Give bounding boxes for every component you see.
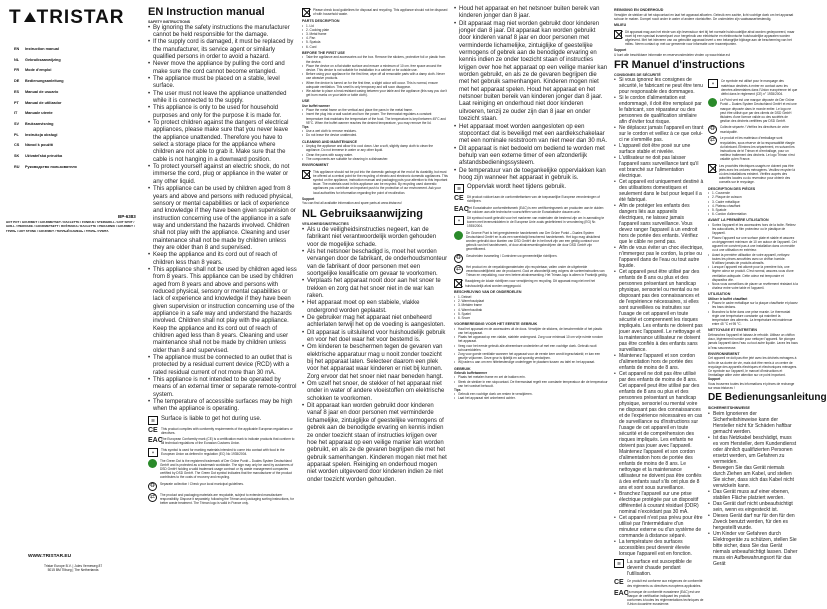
safety-item-nl: • Dit apparaat is uitsluitend voor huishoudelijk gebruik en voor het doel waar het voor bestemd is. <box>302 330 448 345</box>
language-index-item <box>14 87 142 98</box>
tip-item-nl: • Laat het apparaat niet onbeheerd achter. <box>454 396 608 400</box>
separate-collection-text-nl: Gescheiden inzameling / Controleer uw gemeentelijke richtlijnen. <box>466 253 558 258</box>
safety-item-en: • To protect children against the dangers of electrical appliances, please make sure that you never leave the appliance unattended. Therefore you have to select a storage place for the appliance where children are not able to grab it. Make sure that the cable is not hanging in a downward position. <box>148 120 298 164</box>
clean-list-en <box>302 144 448 161</box>
clean-item-en: • Clean the pans with soapy water. <box>302 153 448 157</box>
iso-code-fr: FR <box>614 58 629 71</box>
safety-item-en: • By ignoring the safety instructions the manufacturer cannot be held responsible for the damage. <box>148 25 298 40</box>
before-item-en: • Take the appliance and accessories out the box. Remove the stickers, protective foil or plastic from the device. <box>302 55 448 63</box>
separate-collection-note-en <box>148 482 298 491</box>
safety-item-nl: • De gebruiker mag het apparaat niet onbeheerd achterlaten terwijl het op de voeding is aangesloten. <box>302 315 448 330</box>
fr-right <box>708 77 827 608</box>
safety-item-en: • Keep the appliance and its cord out of reach of children less than 8 years. <box>148 252 298 267</box>
safety-item-de: • Ist das Netzkabel beschädigt, muss es vom Hersteller, dem Kundendienst oder ähnlich qualifizierten Personen ersetzt werden, um Gefahren zu vermeiden. <box>708 435 798 465</box>
clean-heading-nl: REINIGING EN ONDERHOUD <box>614 8 664 12</box>
eac-text-en: The European Conformity mark (CE) is a certification mark to indicate products that conform to all technical regulations of the Eurasian Customs Union. <box>161 437 295 446</box>
model-number: BP-6383 <box>118 214 136 219</box>
language-label: Manual de usuario <box>25 89 59 94</box>
green-dot-note-fr <box>708 98 798 123</box>
ce-text-nl: Dit product voldoet aan de conformiteitseisen van de toepasselijke Europese verordeningen of richtlijnen. <box>467 195 600 204</box>
crossed-bin-icon <box>302 8 310 17</box>
safety-item-nl: • Het apparaat moet worden aangesloten op een stopcontact dat is beveiligd met een aardlekschakelaar met een nominale reststroom van niet meer dan 30 mA. <box>454 124 608 146</box>
safety-item-nl: • Dit apparaat is niet bedoeld om bediend te worden met behulp van een externe timer of een afzonderlijk afstandsbedieningssysteem. <box>454 146 608 168</box>
section-title-nl <box>302 208 448 220</box>
separate-collection-text-en: Separate collection / Check your local municipal guidelines. <box>160 481 244 486</box>
language-code: ES <box>14 89 20 94</box>
safety-item-fr: • L'utilisateur ne doit pas laisser l'appareil sans surveillance tant qu'il est branché sur l'alimentation électrique. <box>614 155 704 179</box>
safety-item-nl: • De temperatuur van de toegankelijke oppervlakken kan hoog zijn wanneer het apparaat in gebruik is. <box>454 168 608 183</box>
language-index <box>14 44 142 172</box>
safety-item-fr: • L'appareil doit être posé sur une surface stable et nivelée. <box>614 143 704 155</box>
safety-item-en: • The appliance must be placed on a stable, level surface. <box>148 76 298 91</box>
safety-item-fr: • Cet appareil est uniquement destiné à des utilisations domestiques et seulement dans le but pour lequel il a été fabriqué. <box>614 179 704 203</box>
before-list-nl <box>454 327 608 365</box>
clean-text-fr: Débranchez l'appareil et laissez-le refroidir. Utilisez un chiffon doux, légèrement humide pour nettoyer l'appareil. Ne plongez jamais l'appareil dans l'eau ou tout autre liquide. Lavez les bacs à l'eau savonneuse. <box>708 332 798 350</box>
language-index-item <box>14 151 142 162</box>
tips-heading-nl: Tips <box>454 387 461 392</box>
hot-surface-note-en <box>148 416 298 425</box>
ce-mark-icon: CE <box>148 426 158 434</box>
green-dot-text-fr: Le Point vert est une marque déposée de Der Grüne Punkt – Duales System Deutschland GmbH et est une marque déposée dans le monde entier. Le logo ne peut être utilisé que par des clients de DSD GmbH titulaires d'une licence valide ou des sociétés de gestion des déchets certifiées par DSD GmbH. <box>720 98 797 124</box>
section-title-de <box>708 391 827 404</box>
parts-heading-fr: DESCRIPTION DES PIÈCES <box>708 186 756 191</box>
safety-item-en: • The temperature of accessible surfaces may be high when the appliance is operating. <box>148 399 298 414</box>
safety-item-nl: • Houd het apparaat en het netsnoer buiten bereik van kinderen jonger dan 8 jaar. <box>454 6 608 21</box>
tips-heading-en: Tips <box>302 125 309 130</box>
use-sub-en: Use buffet warmer <box>302 104 330 109</box>
disposal-note-nl <box>454 279 608 288</box>
support-text-nl: U kunt alle beschikbare informatie en reserveonderdelen vinden op www.tristar.eu! <box>614 52 731 57</box>
before-item-en: • Before using your appliance for the first time, wipe off all removable parts with a damp cloth. Never use abrasive products. <box>302 72 448 80</box>
triman-text-fr: Le produit et les matériaux d'emballage sont recyclables, sous réserve de la responsabilité élargie du fabricant. Éliminez-les séparément, en suivant les instructions de tri Triman et d'emballage, pour un meilleur traitement des déchets. Le logo Triman n'est valable qu'en France. <box>720 136 795 162</box>
language-code: DE <box>14 79 20 84</box>
ce-mark-icon: CE <box>614 579 624 587</box>
environment-text-nl: Dit apparaat mag aan het einde van zijn levensduur niet bij het normale huishoudelijke afval worden gedeponeerd, maar moet bij een speciaal inzamelpunt voor hergebruik van elektrische en elektronische huishoudelijke apparaten worden afgeleverd. Met het inleveren van uw gebruikte apparaat levert u een belangrijke bijdrage aan de bescherming van het milieu. Neem contact op met uw gemeente voor informatie over inzamelpunten. <box>625 29 795 47</box>
language-code: NL <box>14 57 20 62</box>
before-item-fr: • Placez l'appareil sur une surface plate et stable et assurez un dégagement minimum de 10 cm autour de l'appareil. Cet appareil ne convient pas à une installation dans un meuble ou à une utilisation en extérieur. <box>708 236 798 253</box>
use-item-nl: • Steek de stekker in een stopcontact. De thermostaat regelt een constante temperatuur die de temperatuur van het voedsel behoudt. <box>454 380 608 388</box>
separate-collection-text-fr: Collecte séparée / Vérifiez les directives de votre municipalité. <box>720 125 789 134</box>
language-code: FR <box>14 68 20 73</box>
disposal-note-fr <box>708 164 798 185</box>
safety-item-de: • Um Kinder vor Gefahren durch Elektrogeräte zu schützen, stellen Sie bitte sicher, dass Sie das Gerät niemals unbeaufsichtigt lassen. Daher muss ein Aufbewahrungsort für das Gerät <box>708 531 798 567</box>
company-address <box>44 564 102 572</box>
crossed-bin-icon <box>454 279 462 288</box>
language-index-item <box>14 76 142 87</box>
before-item-fr: • Nous vous conseillons de placer un revêtement résistant à la chaleur entre votre table et l'appareil. <box>708 282 798 290</box>
safety-item-nl: • Als het netsnoer beschadigd is, moet het worden vervangen door de fabrikant, de onderhoudsmonteur van de fabrikant of door personen met een soortgelijke kwalificatie om gevaar te voorkomen. <box>302 249 448 278</box>
hot-surface-note-nl <box>454 184 608 193</box>
safety-item-en: • This appliance is only to be used for household purposes and only for the purpose it is made for. <box>148 105 298 120</box>
language-label: Návod k použití <box>25 143 54 148</box>
part-item-en: • 5. Spatula <box>302 40 448 44</box>
language-index-item <box>14 108 142 119</box>
safety-heading-en: SAFETY INSTRUCTIONS <box>148 20 191 24</box>
language-label: Руководство пользователя <box>25 164 77 169</box>
triman-note-en <box>148 493 298 506</box>
before-heading-en: BEFORE THE FIRST USE <box>302 50 345 55</box>
green-dot-text-en: The Green Dot is the registered trademark of Der Grüne Punkt – Duales System Deutschland GmbH and is protected as a trademark worldwide. The sign may only be used by customers of DSD GmbH holding a valid trademark usage contract or by waste management companies certified by DSD GmbH. The Green Dot symbol indicates that the manufacturer of the product contributes to the costs of recovery and recycling. <box>160 458 294 480</box>
ce-note-fr <box>614 579 704 587</box>
ce-note-en <box>148 427 298 435</box>
safety-item-de: • Das Gerät muss auf einer ebenen, stabilen Fläche platziert werden. <box>708 489 798 501</box>
language-code: PL <box>14 132 19 137</box>
iso-code-en: EN <box>148 6 164 18</box>
fr-two-col <box>614 77 827 608</box>
part-item-fr: • 6. Cordon d'alimentation <box>708 212 798 216</box>
safety-item-en: • Never move the appliance by pulling the cord and make sure the cord cannot become entangled. <box>148 61 298 76</box>
safety-item-fr: • Branchez l'appareil sur une prise électrique protégée par un dispositif différentiel à courant résiduel (DDR) nominal n'excédant pas 30 mA. <box>614 491 704 515</box>
safety-item-fr: • Si vous ignorez les consignes de sécurité, le fabricant ne peut être tenu pour responsable des dommages. <box>614 77 704 95</box>
language-label: Manuale utente <box>25 111 53 116</box>
before-item-nl: • Plaats het apparaat op een vlakke, stabiele ondergrond. Zorg voor minimaal 10 cm vrije ruimte rondom het apparaat. <box>454 335 608 343</box>
before-list-fr <box>708 223 798 290</box>
language-index-item <box>14 140 142 151</box>
hot-surface-text-fr: La surface est susceptible de devenir chaude pendant l'utilisation. <box>627 559 692 578</box>
green-dot-note-nl <box>454 231 608 252</box>
green-dot-icon <box>148 459 157 468</box>
separate-collection-note-fr <box>708 125 798 134</box>
safety-item-fr: • Afin de protéger les enfants des dangers liés aux appareils électriques, ne laissez jamais l'appareil sans surveillance. Vous devez ranger l'appareil à un endroit hors de portée des enfants. Vérifiez que le câble ne pend pas. <box>614 203 704 245</box>
before-item-en: • When the device is turned on for the first time, a slight odour will occur. This is normal, ensure adequate ventilation. This smell is only temporary and will soon disappear. <box>302 81 448 89</box>
safety-item-fr: • Cet appareil ne doit pas être utilisé par des enfants de moins de 8 ans. Cet appareil peut être utilisé par des enfants de 8 ans ou plus et des personnes présentant un handicap physique, sensoriel ou mental voire ne disposant pas des connaissances et de l'expérience nécessaires en cas de surveillance ou d'instructions sur l'usage de cet appareil en toute sécurité et de compréhension des risques impliqués. Les enfants ne doivent pas jouer avec l'appareil. Maintenez l'appareil et son cordon d'alimentation hors de portée des enfants de moins de 8 ans. Le nettoyage et la maintenance utilisateur ne doivent pas être confiés à des enfants sauf s'ils ont plus de 8 ans et sont sous surveillance. <box>614 371 704 491</box>
safety-item-de: • Das Gerät darf nicht unbeaufsichtigt sein, wenn es eingesteckt ist. <box>708 501 798 513</box>
brand-logo <box>9 7 125 29</box>
food-contact-note-nl <box>454 216 608 229</box>
column-nl <box>454 6 608 571</box>
env-heading-nl: MILIEU <box>614 23 627 27</box>
language-code: EN <box>14 47 20 51</box>
before-item-nl: • Veeg voor het eerste gebruik alle afneembare onderdelen af met een vochtige doek. Gebruik nooit schuurmiddelen. <box>454 344 608 352</box>
eac-mark-icon: EAC <box>614 589 629 597</box>
title-nl: Gebruiksaanwijzing <box>319 208 423 221</box>
safety-heading-fr: CONSIGNES DE SÉCURITÉ <box>614 72 661 77</box>
environment-note-nl <box>614 30 798 47</box>
tip-item-en: • Do not leave the device unattended. <box>302 133 448 137</box>
use-item-en: • Insert the plug into a wall socket and turn the power. The thermostat regulates a constant temperature that maintains the temperature of the food. The temperature is kept between 45°C and 95°C. When the buffet warmer reaches the desired temperature, you may remove the lid. <box>302 112 448 125</box>
section-title-fr <box>614 59 798 71</box>
use-heading-en: USE <box>302 99 310 104</box>
part-item-fr: • 5. Spatule <box>708 208 798 212</box>
tips-list-en <box>302 129 448 137</box>
clean-heading-fr: NETTOYAGE ET ENTRETIEN <box>708 328 757 333</box>
eac-text-fr: La marque de conformité eurasienne (EAC) est une marque de certification indiquant les produits conformes à toutes les réglementations techniques de l'Union douanière eurasienne. <box>627 589 704 607</box>
support-heading-nl: Support <box>614 48 627 53</box>
clean-item-en: • Unplug the appliance and allow it to cool down. Use a soft, slightly damp cloth to clean the appliance. Do not immerse in water or any other liquid. <box>302 144 448 152</box>
triman-icon: ⇄ <box>149 493 156 500</box>
ce-note-nl <box>454 195 608 203</box>
eac-note-nl <box>454 206 608 214</box>
language-code: SK <box>14 154 20 159</box>
part-item-nl: • 3. Metalen frame <box>454 303 608 307</box>
food-contact-note-en <box>148 448 298 457</box>
language-code: CS <box>14 143 20 148</box>
eac-note-en <box>148 437 298 445</box>
before-heading-fr: AVANT LA PREMIÈRE UTILISATION <box>708 218 769 223</box>
environment-text-en: This appliance should not be put into the domestic garbage at the end of its durability, but must be offered at a central point for the recycling of electric and electronic domestic appliances. This symbol on the appliance, instruction manual and packaging puts your attention to this important issue. The materials used in this appliance can be recycled. By recycling used domestic appliances you contribute an important push to the protection of our environment. Ask your local authorities for information regarding the point of recollection. <box>313 169 448 195</box>
clean-item-en: • The components are suitable for cleaning in a dishwasher. <box>302 157 448 161</box>
parts-list-fr <box>708 191 798 216</box>
safety-item-en: • This appliance is not intended to be operated by means of an external timer or separate remote-control system. <box>148 377 298 399</box>
language-index-item <box>14 162 142 173</box>
use-item-fr: • Placez le cadre métallique sur la plaque chauffante et placez les bacs dedans. <box>708 301 798 309</box>
use-list-nl <box>454 375 608 388</box>
language-code: IT <box>14 111 18 116</box>
title-fr: Manuel d'instructions <box>631 58 745 71</box>
safety-item-de: • Bewegen Sie das Gerät niemals durch Ziehen am Kabel, und stellen Sie sicher, dass sich das Kabel nicht verwickeln kann. <box>708 465 798 489</box>
part-item-nl: • 1. Deksel <box>454 295 608 299</box>
safety-item-nl: • Dit apparaat mag niet worden gebruikt door kinderen jonger dan 8 jaar. Dit apparaat kan worden gebruikt door kinderen vanaf 8 jaar en door personen met verminderde lichamelijke, zintuiglijke of geestelijke vermogens of gebrek aan de benodigde ervaring en kennis indien ze onder toezicht staan of instructies krijgen over hoe het apparaat op een veilige manier kan worden gebruikt, en als ze de gevaren begrijpen die met het gebruik samenhangen. Kinderen mogen niet met het apparaat spelen. Houd het apparaat en het netsnoer buiten bereik van kinderen jonger dan 8 jaar. Laat reiniging en onderhoud niet door kinderen uitvoeren, tenzij ze ouder zijn dan 8 jaar en onder toezicht staan. <box>454 21 608 124</box>
language-code: PT <box>14 100 19 105</box>
support-text-en: You can find all available information and spare parts at www.tristar.eu! <box>302 201 402 206</box>
safety-item-nl: • Om kinderen te beschermen tegen de gevaren van elektrische apparatuur mag u nooit zonder toezicht bij het apparaat laten. Selecteer daarom een plek voor het apparaat waar kinderen er niet bij kunnen. Zorg ervoor dat het snoer niet naar beneden hangt. <box>302 344 448 381</box>
food-contact-note-fr <box>708 79 798 96</box>
food-contact-icon: ⑂ <box>454 216 464 225</box>
address-line-1: Tristar Europe B.V. | Jules Verneweg 87 <box>44 564 103 568</box>
part-item-fr: • 3. Cadre métallique <box>708 200 798 204</box>
food-contact-text-en: This symbol is used for marking materials intended to come into contact with food in the European Union as defined in regulation (EC) No 1935/2004. <box>161 447 285 456</box>
language-label: Užívateľská príručka <box>25 154 63 159</box>
triman-note-fr <box>708 136 798 161</box>
safety-item-nl: • Verplaats het apparaat nooit door aan het snoer te trekken en zorg dat het snoer niet in de war kan raken. <box>302 278 448 300</box>
use-list-fr <box>708 301 798 326</box>
safety-item-de: • Dieses Gerät darf nur für den für den Zweck benutzt werden, für den es hergestellt wurde. <box>708 513 798 531</box>
crossed-bin-icon <box>302 170 310 179</box>
tips-list-nl <box>454 392 608 400</box>
website-link[interactable]: WWW.TRISTAR.EU <box>28 554 72 559</box>
eac-mark-icon: EAC <box>454 205 469 213</box>
safety-list-fr <box>614 77 704 557</box>
iso-code-nl: NL <box>302 208 317 221</box>
parts-heading-nl: BESCHRIJVING VAN DE ONDERDELEN <box>454 290 522 295</box>
logo-triangle-icon <box>24 12 36 22</box>
part-item-en: • 4. Pan <box>302 36 448 40</box>
before-item-en: • Place the device on a flat stable surface and ensure a minimum of 10 cm. free space around the device. This device is not suitable for installation in a cabinet or for outside use. <box>302 64 448 72</box>
language-code: RU <box>14 164 20 169</box>
language-index-item <box>14 65 142 76</box>
env-text-fr: Cet appareil ne doit pas être jeté avec les déchets ménagers à la fin de sa durée de vie, mais doit être remis à un centre de recyclage des appareils électriques et électroniques ménagers. Ce symbole sur l'appareil, le manuel d'instructions et l'emballage attire votre attention sur ce point important. <box>708 356 798 378</box>
fr-left <box>614 77 704 608</box>
safety-item-fr: • Cet appareil peut être utilisé par des enfants de 8 ans ou plus et des personnes présentant un handicap physique, sensoriel ou mental ou ne disposant pas des connaissances et de l'expérience nécessaires, si elles sont surveillées ou instruites sur l'usage de cet appareil en toute sécurité et comprennent les risques impliqués. Les enfants ne doivent pas jouer avec l'appareil. Le nettoyage et la maintenance utilisateur ne doivent pas être confiés à des enfants sans surveillance. <box>614 269 704 353</box>
before-item-fr: • Lorsque l'appareil est allumé pour la première fois, une légère odeur se produit. C'est normal, assurez-vous d'une ventilation adéquate. Cette odeur est temporaire et disparaîtra vite. <box>708 265 798 282</box>
hot-surface-text-en: Surface is liable to get hot during use. <box>161 415 262 422</box>
safety-item-nl: • Als u de veiligheidsinstructies negeert, kan de fabrikant niet verantwoordelijk worden gehouden voor de mogelijke schade. <box>302 227 448 249</box>
support-heading-en: Support <box>302 196 315 201</box>
column-nl-fr-de <box>614 6 827 607</box>
food-contact-icon: ⑂ <box>708 79 718 88</box>
green-dot-note-en <box>148 459 298 480</box>
parts-list-nl <box>454 295 608 320</box>
recycle-icon: ♻ <box>709 126 716 133</box>
use-item-nl: • Plaats het metalen frame en zet de bakken erin. <box>454 375 608 379</box>
part-item-fr: • 2. Plaque de cuisson <box>708 195 798 199</box>
safety-item-fr: • Maintenez l'appareil et son cordon d'alimentation hors de portée des enfants de moins de 8 ans. <box>614 353 704 371</box>
safety-item-fr: • Afin de vous éviter un choc électrique, n'immergez pas le cordon, la prise ou l'appareil dans de l'eau ou tout autre liquide. <box>614 245 704 269</box>
language-label: Instrukcja obsługi <box>25 132 58 137</box>
recycle-icon: ♻ <box>149 482 156 489</box>
triman-icon: ⇄ <box>455 265 462 272</box>
before-item-en: • We advise to place a heat-resistant casing between your table and the appliance (this way you don't get burn marks on your table or table cloth). <box>302 89 448 97</box>
clean-text-nl: Verwijder de stekker uit het stopcontact en laat het apparaat afkoelen. Gebruik een zachte, licht vochtige doek om het apparaat schoon te maken. Dompel nooit onder in water of andere vloeistoffen. De onderdelen zijn vaatwasserbestendig. <box>614 12 794 21</box>
before-item-nl: • Zorg voor goede ventilatie wanneer het apparaat voor de eerste keer wordt ingeschakeld; er kan een geurtje vrijkomen. Deze geur is tijdelijk en zal spoedig verdwijnen. <box>454 352 608 360</box>
parts-heading-en: PARTS DESCRIPTION <box>302 19 340 23</box>
before-item-nl: • Wij raden u aan om een hittebestendige onderlegger te plaatsen tussen uw tafel en het apparaat. <box>454 360 608 364</box>
before-list-en <box>302 55 448 97</box>
tip-item-nl: • Gebruik een vochtige doek om resten te verwijderen. <box>454 392 608 396</box>
title-en: Instruction manual <box>166 6 265 18</box>
food-contact-text-nl: Dit symbool wordt gebruikt voor het markeren van materialen die bestemd zijn om in aanraking te komen met levensmiddelen in de Europese Unie zoals gedefinieerd in verordening (EG) Nr. 1935/2004. <box>467 216 605 229</box>
env-heading-fr: ENVIRONNEMENT <box>708 351 740 356</box>
ce-text-fr: Ce produit est conforme aux exigences de conformité des règlements ou directives européens applicables. <box>627 579 703 588</box>
hot-surface-text-nl: Oppervlak wordt heet tijdens gebruik. <box>467 184 567 191</box>
language-label: Mode d'emploi <box>25 68 52 73</box>
part-item-en: • 6. Cord <box>302 45 448 49</box>
language-index-item <box>14 44 142 55</box>
food-contact-icon: ⑂ <box>148 448 158 457</box>
disposal-text-en: Please check local guidelines for disposal and recycling. This appliance should not be disposed of with household waste. <box>313 8 448 17</box>
hot-surface-icon: ≋ <box>454 184 464 193</box>
parts-list-en <box>302 24 448 49</box>
safety-item-en: • This appliance shall not be used by children aged less from 8 years. This appliance can be used by children aged from 8 years and above and persons with reduced physical, sensory or mental capabilities or lack of experience and knowledge if they have been given supervision or instruction concerning use of the appliance in a safe way and understand the hazards involved. Children shall not play with the appliance. Keep the appliance and its cord out of reach of children aged less than 8 years. Cleaning and user maintenance shall not be made by children unless older than 8 and supervised. <box>148 267 298 355</box>
use-heading-nl: GEBRUIK <box>454 366 471 371</box>
use-heading-fr: UTILISATION <box>708 292 731 297</box>
language-label: Bedienungsanleitung <box>25 79 64 84</box>
support-text-fr: Vous trouverez toutes les informations et pièces de rechange sur www.tristar.eu ! <box>708 381 795 390</box>
logo-text: TRISTAR <box>36 7 125 28</box>
crossed-bin-icon <box>614 30 622 39</box>
recycle-icon: ♻ <box>455 254 462 261</box>
ce-mark-icon: CE <box>454 195 464 203</box>
safety-item-fr: • Ne déplacez jamais l'appareil en tirant sur le cordon et veillez à ce que celui-ci ne s'emmêle pas. <box>614 125 704 143</box>
section-title-en <box>148 6 298 18</box>
safety-item-en: • If the supply cord is damaged, it must be replaced by the manufacturer, its service agent or similarly qualified persons in order to avoid a hazard. <box>148 39 298 61</box>
before-item-nl: • Haal het apparaat en de accessoires uit de doos. Verwijder de stickers, de beschermfolie of het plastic van het apparaat. <box>454 327 608 335</box>
safety-item-fr: • Si le cordon d'alimentation est endommagé, il doit être remplacé par le fabricant, son réparateur ou des personnes de qualification similaire afin d'éviter tout risque. <box>614 95 704 125</box>
language-label: Manual de utilizador <box>25 100 62 105</box>
safety-item-fr: • La température des surfaces accessibles peut devenir élevée lorsque l'appareil est en fonction. <box>614 539 704 557</box>
triman-icon: ⇄ <box>709 137 716 144</box>
ce-text-en: This product complies with conformity requirements of the applicable European regulations or directives. <box>161 426 293 436</box>
hot-surface-note-fr <box>614 559 704 577</box>
language-code: SV <box>14 121 20 126</box>
language-index-item <box>14 130 142 141</box>
part-item-nl: • 5. Spatel <box>454 312 608 316</box>
safety-list-en <box>148 25 298 414</box>
hot-surface-icon: ≋ <box>148 416 158 425</box>
disposal-text-fr: Les procédés électriques usagés ne doivent pas être jetés avec les ordures ménagères. Veuillez recycler là où des installations existent. Vérifiez auprès des autorités locales ou du revendeur pour obtenir des conseils sur le recyclage. <box>719 163 796 185</box>
food-contact-text-fr: Ce symbole est utilisé pour le marquage des matériaux destinés à entrer en contact avec les denrées alimentaires dans l'Union européenne tel que défini dans le règlement (CE) n° 1935/2004. <box>721 79 798 97</box>
language-index-item <box>14 119 142 130</box>
before-item-fr: • Avant la première utilisation de votre appareil, nettoyez toutes les pièces amovibles avec un chiffon humide. N'utilisez jamais de produits abrasifs. <box>708 253 798 266</box>
before-heading-nl: VOORBEREIDING VOOR HET EERSTE GEBRUIK <box>454 322 538 327</box>
use-sub-nl: Gebruik buffetwarmer <box>454 371 488 376</box>
before-item-fr: • Sortez l'appareil et les accessoires hors de la boîte. Retirez les autocollants, le film protecteur ou le plastique de l'appareil. <box>708 223 798 236</box>
triman-text-nl: Het product en de verpakkingsmaterialen zijn recyclebaar, vallen onder de uitgebreide verantwoordelijkheid van de producent. Gooi ze afzonderlijk weg volgens de sorteerinstructies van Triman en verpakking, voor een betere afvalverwerking. Het Triman-logo is alleen in Frankrijk geldig. <box>466 264 608 278</box>
triman-note-nl <box>454 265 608 278</box>
tip-item-en: • Use a wet cloth to remove residues. <box>302 129 448 133</box>
safety-item-en: • The appliance must be connected to an outlet that is protected by a residual current device (RCD) with a rated residual current of not more than 30 mA. <box>148 355 298 377</box>
green-dot-text-nl: De Groene Punt is het geregistreerde handelsmerk van Der Grüne Punkt – Duales System Deutschland GmbH en is als een wereldwijd beschermd handelsmerk. Het logo mag uitsluitend worden gebruikt door klanten van DSD GmbH die in het bezit zijn van een geldig contract voor gebruik van het handelsmerk, of door afvalverwerkingsbedrijven die door DSD GmbH zijn gecertificeerd. <box>466 230 601 252</box>
language-label: Instruction manual <box>25 47 59 51</box>
safety-item-nl: • Het apparaat moet op een stabiele, vlakke ondergrond worden geplaatst. <box>302 300 448 315</box>
language-label: Bruksanvisning <box>25 121 54 126</box>
address-line-2: 5015 BM Tilburg | The Netherlands <box>47 568 99 572</box>
title-de: Bedienungsanleitung <box>724 391 827 403</box>
eac-text-nl: Het Euraziatische conformiteitsmerk (EAC) is een certificeringsmerk om producten aan te duiden die voldoen aan alle technische voorschriften van de Euraziatische douane-unie. <box>467 205 604 214</box>
eac-note-fr <box>614 590 704 607</box>
safety-item-de: • Beim Ignorieren der Sicherheitshinweise kann der Hersteller nicht für Schäden haftbar gemacht werden. <box>708 411 798 435</box>
eac-mark-icon: EAC <box>148 437 163 445</box>
use-list-en <box>302 108 448 125</box>
safety-item-en: • The user must not leave the appliance unattended while it is connected to the supply. <box>148 91 298 106</box>
green-dot-icon <box>454 231 463 240</box>
cover-column <box>0 0 143 575</box>
safety-item-nl: • Dit apparaat kan worden gebruikt door kinderen vanaf 8 jaar en door personen met verminderde lichamelijke, zintuiglijke of geestelijke vermogens of gebrek aan de benodigde ervaring en kennis indien ze onder toezicht staan of instructies krijgen over hoe het apparaat op een veilige manier kan worden gebruikt, en als ze de gevaren begrijpen die met het gebruik samenhangen. Kinderen mogen niet met het apparaat spelen. Reiniging en onderhoud mogen niet worden uitgevoerd door kinderen indien ze niet onder toezicht worden gehouden. <box>302 403 448 484</box>
language-label: Gebruiksaanwijzing <box>25 57 61 62</box>
hot-surface-icon: ≋ <box>614 559 624 568</box>
clean-heading-en: CLEANING AND MAINTENANCE <box>302 139 357 144</box>
part-item-en: • 2. Cooking plate <box>302 28 448 32</box>
column-en-nl <box>302 6 448 571</box>
use-item-fr: • Branchez la fiche dans une prise murale. Le thermostat règle une température constante qui maintient la température des aliments. La température est maintenue entre 45 °C et 95 °C. <box>708 310 798 327</box>
triman-text-en: The product and packaging materials are recyclable, subject to extended manufacturer responsibility. Dispose it separately, following the Triman and packaging sorting instructions, for better waste treatment. The Triman logo is valid in France only. <box>160 492 294 506</box>
separate-collection-note-nl <box>454 254 608 263</box>
support-heading-fr: Support <box>708 377 721 382</box>
safety-list-nl <box>302 227 448 484</box>
safety-item-fr: • Cet appareil n'est pas prévu pour être utilisé par l'intermédiaire d'un minuteur externe ou d'un système de commande à distance séparé. <box>614 515 704 539</box>
part-item-nl: • 4. Warmhoudbak <box>454 308 608 312</box>
safety-heading-nl: VEILIGHEIDSINSTRUCTIES <box>302 222 349 227</box>
crossed-bin-icon <box>708 164 716 173</box>
part-item-nl: • 2. Warmhoudplaat <box>454 299 608 303</box>
iso-code-de: DE <box>708 391 722 403</box>
safety-heading-de: SICHERHEITSHINWEISE <box>708 405 750 410</box>
part-item-en: • 3. Metal frame <box>302 32 448 36</box>
part-item-fr: • 1. Couvercle <box>708 191 798 195</box>
part-item-en: • 1. Lid <box>302 24 448 28</box>
safety-item-nl: • Om uzelf het snoer, de stekker of het apparaat niet onder in water of andere vloeistoffen om elektrische schokken te voorkomen. <box>302 381 448 403</box>
disposal-text-nl: Raadpleeg de lokale richtlijnen voor verwijdering en recycling. Dit apparaat mag niet met het huishoudelijk afval worden weggegooid. <box>465 279 596 288</box>
use-sub-fr: Utiliser le buffet chauffant <box>708 296 748 301</box>
safety-list-de <box>708 411 798 567</box>
language-index-item <box>14 55 142 66</box>
use-item-en: • Place the metal frame on the vertical and place the pans in the metal frame. <box>302 108 448 112</box>
part-item-fr: • 4. Plateau chauffant <box>708 204 798 208</box>
language-index-item <box>14 98 142 109</box>
part-item-nl: • 6. Snoer <box>454 316 608 320</box>
safety-item-en: • This appliance can be used by children aged from 8 years and above and persons with reduced physical, sensory or mental capabilities or lack of experience and knowledge if they have been given supervision or instruction concerning use of the appliance in a safe way and understand the hazards involved. Children shall not play with the appliance. Cleaning and user maintenance shall not be made by children unless they are older than 8 and supervised. <box>148 186 298 252</box>
env-heading-en: ENVIRONMENT <box>302 163 329 168</box>
safety-item-en: • To protect yourself against an electric shock, do not immerse the cord, plug or appliance in the water or any other liquid. <box>148 164 298 186</box>
column-en <box>148 6 298 571</box>
logo-text-t: T <box>9 7 22 28</box>
product-names-line: HOT POT / GOURMET / GOURMETSET / RACLETTE / FONDUE / STEINGRILL / HOT SPOT / GRILL / PIERRADE / GOURMETSETT / ROŠTENKA / RACLETTE / PIEKARNIK / GOURMET / ГРИЛЬ / HOT STONE / GOURMET / ТЕПЛЫЙ КАМЕНЬ / ГРИЛЬ / ПЛИТА <box>6 220 135 233</box>
environment-note-en <box>302 170 448 195</box>
disposal-note-en <box>302 8 448 17</box>
safety-list-nl-cont <box>454 6 608 182</box>
green-dot-icon <box>708 98 717 107</box>
